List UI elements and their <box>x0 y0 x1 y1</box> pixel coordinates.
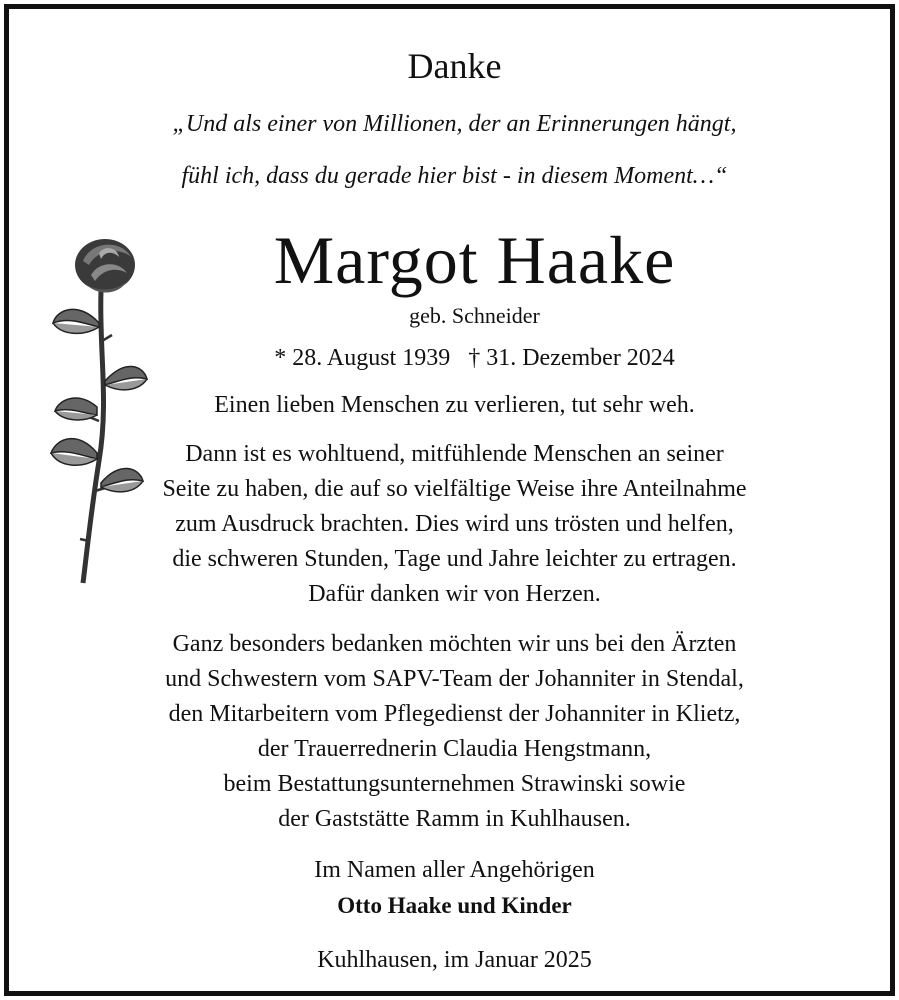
paragraph-3-line: Ganz besonders bedanken möchten wir uns bei den Ärzten <box>172 631 737 657</box>
birth-date: * 28. August 1939 <box>274 345 451 371</box>
signature-names: Otto Haake und Kinder <box>337 893 572 918</box>
signature-intro: Im Namen aller Angehörigen <box>314 857 595 883</box>
quote-line-1: „Und als einer von Millionen, der an Erinnerungen hängt, <box>172 111 737 137</box>
paragraph-2-line: die schweren Stunden, Tage und Jahre leichter zu ertragen. <box>172 546 737 572</box>
obituary-card <box>4 4 895 996</box>
paragraph-3-line: und Schwestern vom SAPV-Team der Johanniter in Stendal, <box>165 666 744 692</box>
heading: Danke <box>407 46 502 86</box>
paragraph-2-line: zum Ausdruck brachten. Dies wird uns trösten und helfen, <box>175 511 734 537</box>
deceased-name: Margot Haake <box>273 222 676 298</box>
birth-name: geb. Schneider <box>409 303 540 328</box>
life-dates <box>9 345 899 372</box>
paragraph-2-line: Dann ist es wohltuend, mitfühlende Menschen an seiner <box>185 441 724 467</box>
paragraph-3-line: der Trauerrednerin Claudia Hengstmann, <box>257 736 652 762</box>
paragraph-3-line: den Mitarbeitern vom Pflegedienst der Johanniter in Klietz, <box>168 701 741 727</box>
place-date: Kuhlhausen, im Januar 2025 <box>317 947 592 973</box>
paragraph-3-line: beim Bestattungsunternehmen Strawinski sowie <box>223 771 686 797</box>
quote-line-2: fühl ich, dass du gerade hier bist - in diesem Moment…“ <box>181 163 728 189</box>
paragraph-2-line: Dafür danken wir von Herzen. <box>308 581 601 607</box>
paragraph-3-line: der Gaststätte Ramm in Kuhlhausen. <box>278 806 631 832</box>
death-date: † 31. Dezember 2024 <box>468 345 675 371</box>
paragraph-2-line: Seite zu haben, die auf so vielfältige Weise ihre Anteilnahme <box>162 476 747 502</box>
paragraph-1: Einen lieben Menschen zu verlieren, tut sehr weh. <box>214 392 695 418</box>
